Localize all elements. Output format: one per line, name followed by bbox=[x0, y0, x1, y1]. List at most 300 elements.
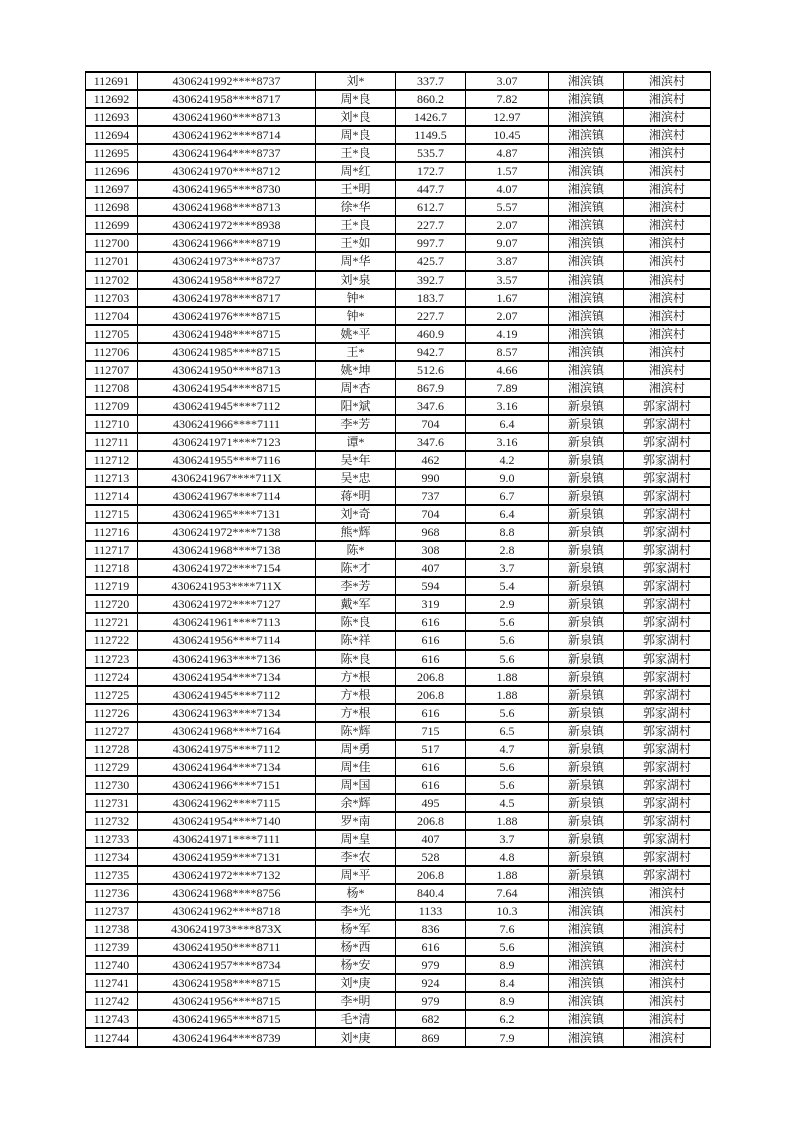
cell-serial-no: 112743 bbox=[86, 1010, 138, 1028]
cell-amount: 704 bbox=[396, 415, 466, 433]
cell-town: 湘滨镇 bbox=[549, 902, 624, 920]
table-row bbox=[86, 252, 711, 270]
table-row bbox=[86, 523, 711, 541]
cell-amount: 425.7 bbox=[396, 252, 466, 270]
cell-amount: 206.8 bbox=[396, 668, 466, 686]
cell-amount: 867.9 bbox=[396, 379, 466, 397]
table-row bbox=[86, 650, 711, 668]
cell-serial-no: 112716 bbox=[86, 523, 138, 541]
cell-name: 刘*泉 bbox=[316, 271, 396, 289]
cell-village: 湘滨村 bbox=[624, 289, 711, 307]
cell-town: 新泉镇 bbox=[549, 451, 624, 469]
cell-name: 刘*庚 bbox=[316, 974, 396, 992]
cell-village: 郭家湖村 bbox=[624, 866, 711, 884]
cell-serial-no: 112709 bbox=[86, 397, 138, 415]
cell-name: 吴*年 bbox=[316, 451, 396, 469]
table-row bbox=[86, 613, 711, 631]
cell-masked-id: 4306241956****7114 bbox=[138, 631, 316, 649]
cell-area: 5.6 bbox=[466, 650, 549, 668]
cell-amount: 924 bbox=[396, 974, 466, 992]
cell-name: 王*明 bbox=[316, 180, 396, 198]
cell-village: 郭家湖村 bbox=[624, 577, 711, 595]
cell-name: 王*良 bbox=[316, 144, 396, 162]
cell-masked-id: 4306241971****7111 bbox=[138, 830, 316, 848]
cell-name: 阳*斌 bbox=[316, 397, 396, 415]
cell-town: 新泉镇 bbox=[549, 830, 624, 848]
cell-village: 湘滨村 bbox=[624, 271, 711, 289]
cell-town: 湘滨镇 bbox=[549, 144, 624, 162]
cell-area: 7.82 bbox=[466, 90, 549, 108]
cell-name: 李*农 bbox=[316, 848, 396, 866]
table-row bbox=[86, 938, 711, 956]
cell-area: 10.45 bbox=[466, 126, 549, 144]
cell-town: 湘滨镇 bbox=[549, 307, 624, 325]
cell-town: 新泉镇 bbox=[549, 577, 624, 595]
cell-town: 新泉镇 bbox=[549, 650, 624, 668]
cell-village: 湘滨村 bbox=[624, 252, 711, 270]
cell-masked-id: 4306241972****7154 bbox=[138, 559, 316, 577]
cell-town: 湘滨镇 bbox=[549, 938, 624, 956]
cell-name: 熊*辉 bbox=[316, 523, 396, 541]
cell-area: 5.6 bbox=[466, 613, 549, 631]
cell-amount: 836 bbox=[396, 920, 466, 938]
cell-village: 郭家湖村 bbox=[624, 595, 711, 613]
cell-masked-id: 4306241972****8938 bbox=[138, 216, 316, 234]
cell-town: 新泉镇 bbox=[549, 740, 624, 758]
cell-village: 郭家湖村 bbox=[624, 740, 711, 758]
cell-serial-no: 112744 bbox=[86, 1028, 138, 1047]
cell-amount: 495 bbox=[396, 794, 466, 812]
cell-name: 李*明 bbox=[316, 992, 396, 1010]
cell-town: 湘滨镇 bbox=[549, 216, 624, 234]
table-row bbox=[86, 162, 711, 180]
cell-serial-no: 112704 bbox=[86, 307, 138, 325]
cell-masked-id: 4306241975****7112 bbox=[138, 740, 316, 758]
cell-amount: 869 bbox=[396, 1028, 466, 1047]
cell-serial-no: 112740 bbox=[86, 956, 138, 974]
cell-village: 湘滨村 bbox=[624, 956, 711, 974]
cell-area: 9.07 bbox=[466, 234, 549, 252]
cell-amount: 979 bbox=[396, 956, 466, 974]
cell-serial-no: 112719 bbox=[86, 577, 138, 595]
table-row bbox=[86, 722, 711, 740]
cell-town: 湘滨镇 bbox=[549, 343, 624, 361]
cell-amount: 594 bbox=[396, 577, 466, 595]
cell-amount: 206.8 bbox=[396, 866, 466, 884]
cell-serial-no: 112710 bbox=[86, 415, 138, 433]
cell-area: 1.88 bbox=[466, 866, 549, 884]
cell-masked-id: 4306241966****7151 bbox=[138, 776, 316, 794]
cell-name: 戴*军 bbox=[316, 595, 396, 613]
cell-name: 周*红 bbox=[316, 162, 396, 180]
cell-masked-id: 4306241958****8715 bbox=[138, 974, 316, 992]
cell-area: 4.87 bbox=[466, 144, 549, 162]
cell-area: 10.3 bbox=[466, 902, 549, 920]
table-row bbox=[86, 1010, 711, 1028]
cell-masked-id: 4306241961****7113 bbox=[138, 613, 316, 631]
cell-serial-no: 112693 bbox=[86, 108, 138, 126]
table-row bbox=[86, 902, 711, 920]
cell-town: 湘滨镇 bbox=[549, 361, 624, 379]
cell-masked-id: 4306241966****7111 bbox=[138, 415, 316, 433]
cell-area: 7.6 bbox=[466, 920, 549, 938]
cell-masked-id: 4306241957****8734 bbox=[138, 956, 316, 974]
cell-name: 刘*奇 bbox=[316, 505, 396, 523]
cell-village: 郭家湖村 bbox=[624, 668, 711, 686]
cell-name: 刘*良 bbox=[316, 108, 396, 126]
cell-name: 周*杏 bbox=[316, 379, 396, 397]
cell-area: 8.4 bbox=[466, 974, 549, 992]
table-row bbox=[86, 812, 711, 830]
cell-masked-id: 4306241954****7140 bbox=[138, 812, 316, 830]
cell-name: 姚*坤 bbox=[316, 361, 396, 379]
cell-area: 2.9 bbox=[466, 595, 549, 613]
cell-masked-id: 4306241968****7138 bbox=[138, 541, 316, 559]
cell-amount: 616 bbox=[396, 938, 466, 956]
cell-masked-id: 4306241992****8737 bbox=[138, 72, 316, 90]
cell-village: 郭家湖村 bbox=[624, 686, 711, 704]
cell-serial-no: 112715 bbox=[86, 505, 138, 523]
cell-name: 杨* bbox=[316, 884, 396, 902]
cell-village: 郭家湖村 bbox=[624, 487, 711, 505]
cell-area: 6.7 bbox=[466, 487, 549, 505]
records-table bbox=[85, 71, 711, 1048]
cell-amount: 308 bbox=[396, 541, 466, 559]
cell-name: 周*良 bbox=[316, 90, 396, 108]
table-row bbox=[86, 956, 711, 974]
cell-amount: 460.9 bbox=[396, 325, 466, 343]
table-row bbox=[86, 631, 711, 649]
table-row bbox=[86, 144, 711, 162]
cell-town: 湘滨镇 bbox=[549, 126, 624, 144]
cell-amount: 616 bbox=[396, 631, 466, 649]
cell-amount: 1149.5 bbox=[396, 126, 466, 144]
cell-masked-id: 4306241948****8715 bbox=[138, 325, 316, 343]
cell-name: 杨*西 bbox=[316, 938, 396, 956]
cell-serial-no: 112733 bbox=[86, 830, 138, 848]
cell-serial-no: 112737 bbox=[86, 902, 138, 920]
cell-area: 1.88 bbox=[466, 668, 549, 686]
cell-village: 郭家湖村 bbox=[624, 397, 711, 415]
table-row bbox=[86, 830, 711, 848]
cell-serial-no: 112720 bbox=[86, 595, 138, 613]
cell-amount: 1426.7 bbox=[396, 108, 466, 126]
table-row bbox=[86, 325, 711, 343]
cell-town: 新泉镇 bbox=[549, 433, 624, 451]
cell-town: 新泉镇 bbox=[549, 397, 624, 415]
cell-masked-id: 4306241954****7134 bbox=[138, 668, 316, 686]
cell-town: 湘滨镇 bbox=[549, 1028, 624, 1047]
table-row bbox=[86, 920, 711, 938]
cell-town: 湘滨镇 bbox=[549, 72, 624, 90]
cell-masked-id: 4306241972****7132 bbox=[138, 866, 316, 884]
cell-serial-no: 112724 bbox=[86, 668, 138, 686]
cell-town: 新泉镇 bbox=[549, 866, 624, 884]
cell-name: 刘* bbox=[316, 72, 396, 90]
cell-area: 4.5 bbox=[466, 794, 549, 812]
cell-amount: 337.7 bbox=[396, 72, 466, 90]
cell-amount: 227.7 bbox=[396, 307, 466, 325]
cell-serial-no: 112730 bbox=[86, 776, 138, 794]
cell-masked-id: 4306241945****7112 bbox=[138, 397, 316, 415]
cell-town: 湘滨镇 bbox=[549, 252, 624, 270]
table-row bbox=[86, 776, 711, 794]
cell-masked-id: 4306241945****7112 bbox=[138, 686, 316, 704]
cell-amount: 183.7 bbox=[396, 289, 466, 307]
cell-village: 湘滨村 bbox=[624, 343, 711, 361]
cell-name: 钟* bbox=[316, 307, 396, 325]
cell-village: 郭家湖村 bbox=[624, 631, 711, 649]
cell-village: 湘滨村 bbox=[624, 361, 711, 379]
cell-town: 新泉镇 bbox=[549, 704, 624, 722]
cell-amount: 860.2 bbox=[396, 90, 466, 108]
cell-village: 郭家湖村 bbox=[624, 433, 711, 451]
cell-masked-id: 4306241960****8713 bbox=[138, 108, 316, 126]
cell-serial-no: 112727 bbox=[86, 722, 138, 740]
cell-serial-no: 112738 bbox=[86, 920, 138, 938]
cell-masked-id: 4306241962****8714 bbox=[138, 126, 316, 144]
cell-village: 郭家湖村 bbox=[624, 848, 711, 866]
table-row bbox=[86, 740, 711, 758]
cell-town: 新泉镇 bbox=[549, 559, 624, 577]
table-row bbox=[86, 704, 711, 722]
cell-masked-id: 4306241968****7164 bbox=[138, 722, 316, 740]
cell-amount: 319 bbox=[396, 595, 466, 613]
cell-name: 陈*才 bbox=[316, 559, 396, 577]
cell-name: 吴*忠 bbox=[316, 469, 396, 487]
cell-area: 4.2 bbox=[466, 451, 549, 469]
cell-village: 郭家湖村 bbox=[624, 505, 711, 523]
cell-name: 周*勇 bbox=[316, 740, 396, 758]
cell-serial-no: 112734 bbox=[86, 848, 138, 866]
cell-serial-no: 112691 bbox=[86, 72, 138, 90]
cell-amount: 206.8 bbox=[396, 812, 466, 830]
cell-area: 5.6 bbox=[466, 631, 549, 649]
cell-masked-id: 4306241985****8715 bbox=[138, 343, 316, 361]
cell-amount: 392.7 bbox=[396, 271, 466, 289]
cell-area: 5.6 bbox=[466, 704, 549, 722]
cell-serial-no: 112698 bbox=[86, 198, 138, 216]
cell-village: 郭家湖村 bbox=[624, 415, 711, 433]
cell-name: 陈*良 bbox=[316, 613, 396, 631]
cell-town: 湘滨镇 bbox=[549, 234, 624, 252]
cell-name: 杨*军 bbox=[316, 920, 396, 938]
cell-name: 周*皇 bbox=[316, 830, 396, 848]
cell-name: 周*平 bbox=[316, 866, 396, 884]
cell-village: 湘滨村 bbox=[624, 1010, 711, 1028]
table-row bbox=[86, 559, 711, 577]
cell-name: 毛*清 bbox=[316, 1010, 396, 1028]
table-row bbox=[86, 577, 711, 595]
cell-village: 郭家湖村 bbox=[624, 794, 711, 812]
table-row bbox=[86, 180, 711, 198]
cell-masked-id: 4306241955****7116 bbox=[138, 451, 316, 469]
cell-masked-id: 4306241973****8737 bbox=[138, 252, 316, 270]
cell-amount: 968 bbox=[396, 523, 466, 541]
cell-masked-id: 4306241950****8711 bbox=[138, 938, 316, 956]
cell-amount: 407 bbox=[396, 559, 466, 577]
cell-town: 新泉镇 bbox=[549, 722, 624, 740]
cell-amount: 616 bbox=[396, 776, 466, 794]
cell-amount: 990 bbox=[396, 469, 466, 487]
table-row bbox=[86, 848, 711, 866]
cell-amount: 227.7 bbox=[396, 216, 466, 234]
cell-masked-id: 4306241962****7115 bbox=[138, 794, 316, 812]
table-row bbox=[86, 397, 711, 415]
table-row bbox=[86, 289, 711, 307]
cell-town: 湘滨镇 bbox=[549, 884, 624, 902]
cell-town: 新泉镇 bbox=[549, 631, 624, 649]
table-row bbox=[86, 216, 711, 234]
cell-serial-no: 112692 bbox=[86, 90, 138, 108]
cell-area: 4.19 bbox=[466, 325, 549, 343]
cell-name: 方*根 bbox=[316, 704, 396, 722]
cell-name: 周*良 bbox=[316, 126, 396, 144]
cell-village: 湘滨村 bbox=[624, 108, 711, 126]
cell-masked-id: 4306241950****8713 bbox=[138, 361, 316, 379]
table-row bbox=[86, 415, 711, 433]
cell-area: 3.87 bbox=[466, 252, 549, 270]
cell-town: 湘滨镇 bbox=[549, 992, 624, 1010]
cell-amount: 715 bbox=[396, 722, 466, 740]
cell-village: 湘滨村 bbox=[624, 216, 711, 234]
cell-masked-id: 4306241964****8739 bbox=[138, 1028, 316, 1047]
table-row bbox=[86, 595, 711, 613]
cell-name: 周*佳 bbox=[316, 758, 396, 776]
cell-area: 7.64 bbox=[466, 884, 549, 902]
cell-serial-no: 112705 bbox=[86, 325, 138, 343]
table-row bbox=[86, 758, 711, 776]
cell-area: 3.57 bbox=[466, 271, 549, 289]
cell-village: 郭家湖村 bbox=[624, 541, 711, 559]
cell-town: 新泉镇 bbox=[549, 469, 624, 487]
cell-town: 新泉镇 bbox=[549, 487, 624, 505]
cell-village: 郭家湖村 bbox=[624, 613, 711, 631]
cell-area: 8.9 bbox=[466, 956, 549, 974]
cell-name: 谭* bbox=[316, 433, 396, 451]
cell-serial-no: 112718 bbox=[86, 559, 138, 577]
cell-masked-id: 4306241954****8715 bbox=[138, 379, 316, 397]
cell-serial-no: 112731 bbox=[86, 794, 138, 812]
cell-name: 余*辉 bbox=[316, 794, 396, 812]
cell-serial-no: 112726 bbox=[86, 704, 138, 722]
cell-area: 3.16 bbox=[466, 433, 549, 451]
cell-village: 湘滨村 bbox=[624, 90, 711, 108]
cell-area: 5.6 bbox=[466, 938, 549, 956]
cell-area: 12.97 bbox=[466, 108, 549, 126]
cell-masked-id: 4306241958****8727 bbox=[138, 271, 316, 289]
cell-serial-no: 112739 bbox=[86, 938, 138, 956]
cell-masked-id: 4306241963****7136 bbox=[138, 650, 316, 668]
cell-amount: 682 bbox=[396, 1010, 466, 1028]
cell-masked-id: 4306241966****8719 bbox=[138, 234, 316, 252]
cell-serial-no: 112697 bbox=[86, 180, 138, 198]
cell-masked-id: 4306241956****8715 bbox=[138, 992, 316, 1010]
cell-name: 李*光 bbox=[316, 902, 396, 920]
cell-area: 4.66 bbox=[466, 361, 549, 379]
cell-town: 新泉镇 bbox=[549, 595, 624, 613]
cell-area: 7.9 bbox=[466, 1028, 549, 1047]
cell-village: 湘滨村 bbox=[624, 126, 711, 144]
cell-village: 郭家湖村 bbox=[624, 722, 711, 740]
cell-amount: 517 bbox=[396, 740, 466, 758]
table-row bbox=[86, 379, 711, 397]
cell-serial-no: 112695 bbox=[86, 144, 138, 162]
cell-serial-no: 112723 bbox=[86, 650, 138, 668]
cell-serial-no: 112736 bbox=[86, 884, 138, 902]
cell-village: 湘滨村 bbox=[624, 162, 711, 180]
table-row bbox=[86, 668, 711, 686]
cell-serial-no: 112702 bbox=[86, 271, 138, 289]
cell-village: 湘滨村 bbox=[624, 920, 711, 938]
cell-masked-id: 4306241965****8730 bbox=[138, 180, 316, 198]
cell-name: 方*根 bbox=[316, 686, 396, 704]
cell-amount: 616 bbox=[396, 613, 466, 631]
cell-area: 3.16 bbox=[466, 397, 549, 415]
cell-amount: 1133 bbox=[396, 902, 466, 920]
table-row bbox=[86, 541, 711, 559]
cell-amount: 347.6 bbox=[396, 397, 466, 415]
cell-village: 湘滨村 bbox=[624, 325, 711, 343]
cell-area: 2.07 bbox=[466, 216, 549, 234]
cell-amount: 347.6 bbox=[396, 433, 466, 451]
cell-serial-no: 112699 bbox=[86, 216, 138, 234]
cell-area: 6.4 bbox=[466, 415, 549, 433]
cell-village: 湘滨村 bbox=[624, 307, 711, 325]
cell-town: 新泉镇 bbox=[549, 794, 624, 812]
table-row bbox=[86, 866, 711, 884]
cell-name: 陈*祥 bbox=[316, 631, 396, 649]
cell-serial-no: 112708 bbox=[86, 379, 138, 397]
cell-serial-no: 112703 bbox=[86, 289, 138, 307]
cell-town: 湘滨镇 bbox=[549, 920, 624, 938]
table-row bbox=[86, 90, 711, 108]
cell-village: 湘滨村 bbox=[624, 72, 711, 90]
table-row bbox=[86, 686, 711, 704]
cell-name: 杨*安 bbox=[316, 956, 396, 974]
table-row bbox=[86, 307, 711, 325]
cell-area: 3.7 bbox=[466, 559, 549, 577]
table-row bbox=[86, 234, 711, 252]
cell-masked-id: 4306241976****8715 bbox=[138, 307, 316, 325]
cell-amount: 512.6 bbox=[396, 361, 466, 379]
cell-amount: 737 bbox=[396, 487, 466, 505]
cell-town: 湘滨镇 bbox=[549, 198, 624, 216]
cell-name: 蒋*明 bbox=[316, 487, 396, 505]
cell-town: 新泉镇 bbox=[549, 613, 624, 631]
cell-village: 郭家湖村 bbox=[624, 812, 711, 830]
table-row bbox=[86, 451, 711, 469]
table-row bbox=[86, 198, 711, 216]
cell-town: 新泉镇 bbox=[549, 776, 624, 794]
cell-town: 湘滨镇 bbox=[549, 180, 624, 198]
table-row bbox=[86, 992, 711, 1010]
cell-serial-no: 112741 bbox=[86, 974, 138, 992]
cell-masked-id: 4306241962****8718 bbox=[138, 902, 316, 920]
cell-village: 郭家湖村 bbox=[624, 523, 711, 541]
cell-area: 1.88 bbox=[466, 686, 549, 704]
cell-town: 湘滨镇 bbox=[549, 379, 624, 397]
cell-amount: 528 bbox=[396, 848, 466, 866]
table-row bbox=[86, 794, 711, 812]
cell-area: 5.6 bbox=[466, 758, 549, 776]
cell-village: 郭家湖村 bbox=[624, 704, 711, 722]
cell-village: 湘滨村 bbox=[624, 1028, 711, 1047]
table-row bbox=[86, 126, 711, 144]
cell-serial-no: 112714 bbox=[86, 487, 138, 505]
cell-area: 8.8 bbox=[466, 523, 549, 541]
cell-village: 湘滨村 bbox=[624, 902, 711, 920]
